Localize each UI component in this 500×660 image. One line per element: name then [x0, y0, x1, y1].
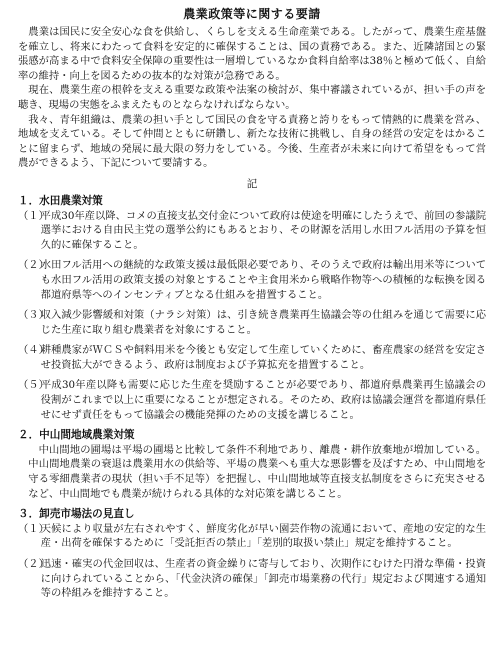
item-text: 天候により収量が左右されやすく、鮮度劣化が早い園芸作物の流通において、産地の安定的な生産・出荷を確保するために「受託拒否の禁止」「差別的取扱い禁止」規定を維持すること。	[40, 522, 486, 550]
item-number: （３）	[18, 309, 49, 322]
list-item	[18, 522, 486, 551]
item-number: （５）	[18, 379, 49, 392]
item-text: 収入減少影響緩和対策（ナラシ対策）は、引き続き農業再生協議会等の仕組みを通じて需要に応じた生産に取り組む農業者を対象にすること。	[40, 309, 486, 336]
intro-paragraph-2: 現在、農業生産の根幹を支える重要な政策や法案の検討が、集中審議されているが、担い手の声を聴き、現場の実態をふまえたものとならなければならない。	[18, 84, 486, 111]
item-number: （４）	[18, 344, 49, 357]
item-text: 平成30年産以降、コメの直接支払交付金について政府は使途を明確にしたうえで、前回の参議院選挙における自由民主党の選挙公約にもあるとおり、その財源を活用し水田フル活用の予算を恒久的に確保すること。	[40, 209, 486, 251]
intro-paragraph-3: 我々、青年組織は、農業の担い手として国民の食を守る責務と誇りをもって情熱的に農業を営み、地域を支えている。そして仲間とともに研鑽し、新たな技術に挑戦し、自身の経営の安定をはかることに留まらず、地域の発展に最大限の努力をしている。今後、生産者が未来に向けて希望をもって営農ができるよう、下記について要請する。	[18, 113, 486, 170]
list-item	[18, 209, 486, 253]
section-title: １．水田農業対策	[18, 194, 103, 207]
item-number: （２）	[18, 558, 49, 570]
item-text: 迅速・確実の代金回収は、生産者の資金繰りに寄与しており、次期作にむけた円滑な準備・投資に向けられていることから、「代金決済の確保」「卸売市場業務の代行」規定および関連する通知等の枠組みを維持すること。	[40, 558, 486, 600]
ki-heading: 記	[246, 177, 258, 190]
list-item	[18, 378, 486, 422]
item-number: （１）	[18, 522, 49, 535]
section-title: ３．卸売市場法の見直し	[18, 508, 135, 521]
section-body: 中山間地の圃場は平場の圃場と比較して条件不利地であり、離農・耕作放棄地が増加している。中山間地農業の衰退は農業用水の供給等、平場の農業へも重大な悪影響を及ぼすため、中山間地を守る零細農業者の現状（担い手不足等）を把握し、中山間地域等直接支払制度をさらに充実させるなど、中山間地でも農業が続けられる具体的な対応策を講じること。	[28, 443, 486, 500]
section-wholesale-market	[18, 507, 486, 601]
list-item	[18, 557, 486, 601]
section-title: ２．中山間地域農業対策	[18, 429, 135, 442]
list-item	[18, 258, 486, 302]
list-item	[18, 308, 486, 337]
section-hilly-area	[18, 428, 486, 501]
intro-paragraph-1: 農業は国民に安全安心な食を供給し、くらしを支える生命産業である。したがって、農業生産基盤を確立し、将来にわたって食料を安定的に確保することは、国の責務である。また、近隣諸国との緊張感が高まる中で食料安全保障の重要性は一層増しているなか食料自給率は38％と極めて低く、自給率の維持・向上を図るための抜本的な対策が急務である。	[18, 26, 486, 82]
item-number: （２）	[18, 259, 49, 272]
item-text: 平成30年産以降も需要に応じた生産を奨励することが必要であり、都道府県農業再生協議会の役割がこれまで以上に重要になることが想定される。そのため、政府は協議会運営を都道府県任せにせず責任をもって協議会の機能発揮のための支援を講じること。	[40, 379, 486, 421]
document-title: 農業政策等に関する要請	[183, 7, 321, 21]
item-number: （１）	[18, 209, 49, 222]
list-item	[18, 343, 486, 372]
section-paddy-rice	[18, 194, 486, 422]
item-text: 耕種農家がＷＣＳや飼料用米を今後とも安定して生産していくために、畜産農家の経営を安定させ投資拡大ができるよう、政府は制度および予算拡充を措置すること。	[40, 344, 486, 371]
item-text: 水田フル活用への継続的な政策支援は最低限必要であり、そのうえで政府は輸出用米等についても水田フル活用の政策支援の対象とすることや主食用米から戦略作物等への積極的な転換を図る都道府県等へのインセンティブとなる仕組みを措置すること。	[40, 259, 486, 301]
